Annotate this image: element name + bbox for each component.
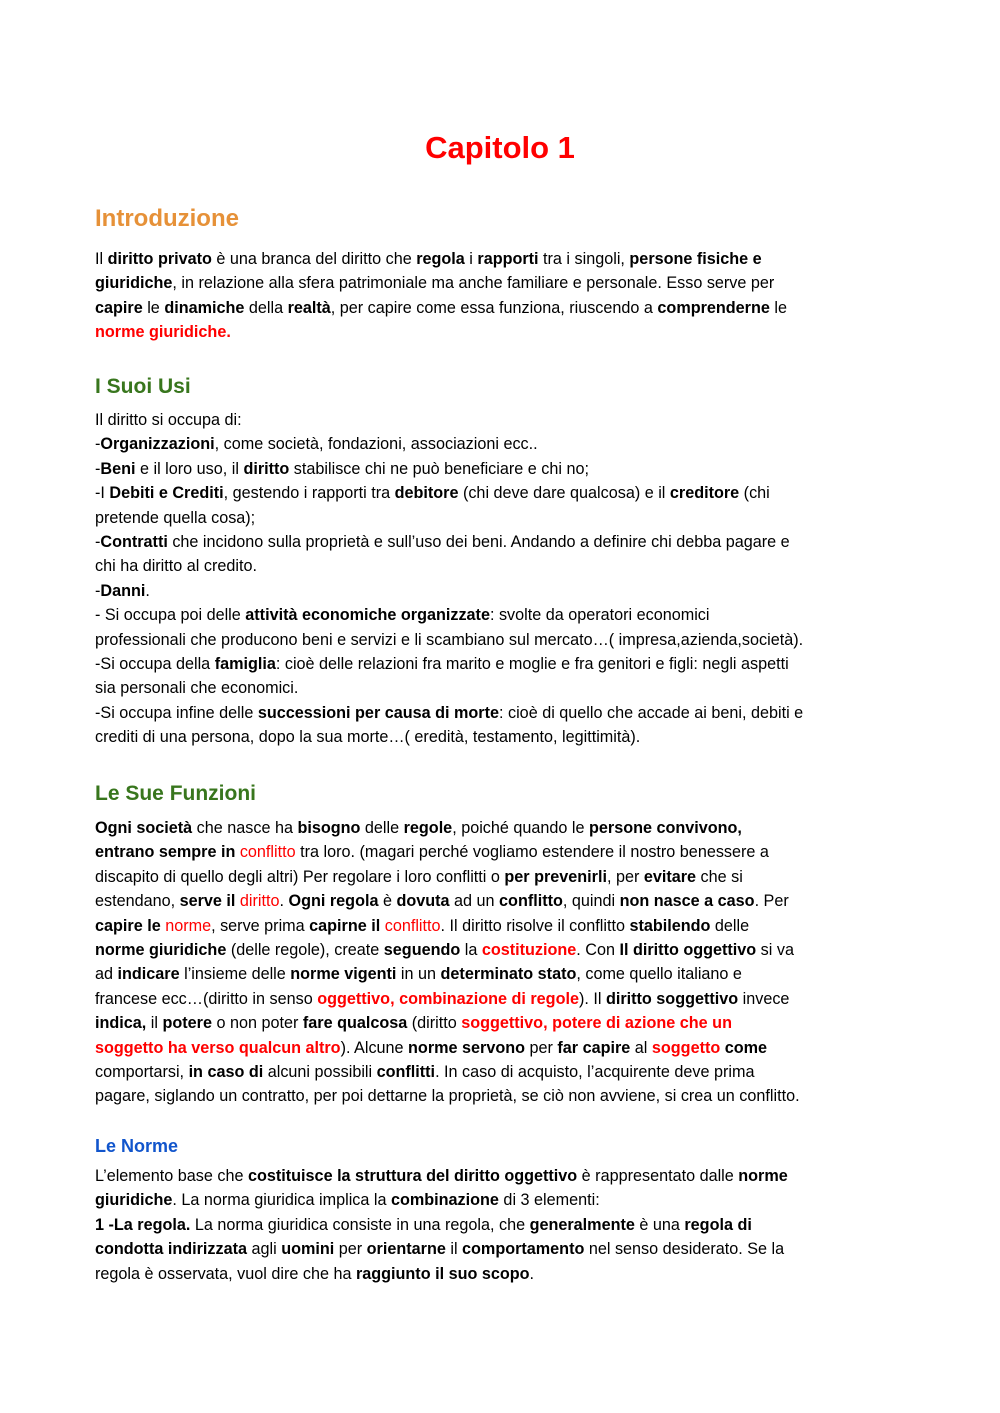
text-run: si va <box>756 941 794 960</box>
text-run: conflitto <box>384 916 441 935</box>
bold-text: Debiti e Crediti <box>109 484 224 503</box>
text-line <box>95 962 910 986</box>
text-line <box>95 408 910 432</box>
bold-text: indica, <box>95 1014 151 1033</box>
text-run: - Si occupa poi delle <box>95 606 246 625</box>
bold-text: rapporti <box>477 250 539 268</box>
text-line <box>95 1237 910 1261</box>
text-line <box>95 271 910 295</box>
text-run: , in relazione alla sfera patrimoniale ma anche familiare e personale. Esso serve per <box>172 274 775 293</box>
text-line <box>95 725 910 749</box>
bold-text: indicare <box>117 965 180 984</box>
bold-text: come <box>724 1038 768 1057</box>
bold-text: per prevenirli <box>504 867 607 886</box>
bold-text: famiglia <box>214 655 276 674</box>
bold-text: determinato stato <box>440 965 577 984</box>
text-run: : svolte da operatori economici <box>489 606 710 625</box>
text-run: professionali che producono beni e servizi e li scambiano sul mercato…( impresa,azienda,società). <box>95 630 804 649</box>
text-line <box>95 1262 910 1286</box>
bold-text: realtà <box>287 298 331 317</box>
bold-text: dovuta <box>396 892 450 911</box>
text-line <box>95 481 910 505</box>
text-run: . In caso di acquisto, l’acquirente deve prima <box>435 1063 755 1082</box>
text-run: le <box>769 298 787 317</box>
text-run: le <box>142 298 165 317</box>
text-run: - <box>95 435 101 454</box>
text-run: - <box>95 533 101 552</box>
text-run: ad un <box>449 892 500 911</box>
text-run: per <box>334 1240 367 1259</box>
bold-text: 1 -La regola. <box>95 1215 191 1234</box>
text-line <box>95 247 910 271</box>
text-run: , quindi <box>562 892 620 911</box>
text-run: chi ha diritto al credito. <box>95 557 257 576</box>
text-run: (delle regole), create <box>226 941 384 960</box>
text-run: stabilisce chi ne può beneficiare e chi no; <box>289 459 589 478</box>
text-line <box>95 579 910 603</box>
text-run: francese ecc…(diritto in senso <box>95 989 318 1008</box>
bold-text: diritto <box>243 459 290 478</box>
bold-text: diritto privato <box>107 250 212 268</box>
text-run: la <box>460 941 482 960</box>
text-line <box>95 914 910 938</box>
text-line <box>95 320 910 344</box>
bold-text: oggettivo, combinazione di regole <box>317 989 579 1008</box>
text-run: il <box>445 1240 463 1259</box>
bold-text: debitore <box>394 484 459 503</box>
bold-text: regole <box>403 819 453 837</box>
bold-text: raggiunto il suo scopo <box>355 1264 530 1283</box>
text-run: delle <box>710 916 750 935</box>
text-run: è una branca del diritto che <box>211 250 417 268</box>
text-line <box>95 840 910 864</box>
text-line <box>95 987 910 1011</box>
text-run: Il <box>95 250 108 268</box>
text-line <box>95 1213 910 1237</box>
bold-text: Beni <box>100 459 136 478</box>
text-run: , per <box>606 867 644 886</box>
bold-text: soggetto ha verso qualcun altro <box>95 1038 341 1057</box>
bold-text: capirne il <box>309 916 385 935</box>
text-run: in un <box>396 965 441 984</box>
text-run: -Si occupa infine delle <box>95 703 258 722</box>
bold-text: orientarne <box>366 1240 446 1259</box>
text-run: è <box>378 892 397 911</box>
bold-text: potere <box>162 1014 212 1033</box>
text-run: tra i singoli, <box>538 250 630 268</box>
text-line <box>95 1011 910 1035</box>
text-run: i <box>464 250 478 268</box>
text-line <box>95 554 910 578</box>
bold-text: regola di <box>684 1215 752 1234</box>
text-run: diritto <box>239 892 280 911</box>
bold-text: giuridiche <box>95 1191 173 1210</box>
text-run: L’elemento base che <box>95 1167 248 1185</box>
text-line <box>95 506 910 530</box>
text-line <box>95 865 910 889</box>
bold-text: successioni per causa di morte <box>257 703 499 722</box>
bold-text: non nasce a caso <box>619 892 755 911</box>
text-run: l’insieme delle <box>179 965 291 984</box>
bold-text: norme <box>738 1167 788 1185</box>
bold-text: capire le <box>95 916 166 935</box>
text-run: . Per <box>754 892 789 911</box>
bold-text: Organizzazioni <box>100 435 215 454</box>
text-run: è rappresentato dalle <box>577 1167 739 1185</box>
norme-paragraph <box>95 1164 910 1286</box>
text-run: , gestendo i rapporti tra <box>223 484 395 503</box>
text-line <box>95 652 910 676</box>
bold-text: comportamento <box>462 1240 585 1259</box>
bold-text: comprenderne <box>657 298 770 317</box>
text-run: -Si occupa della <box>95 655 215 674</box>
text-line <box>95 628 910 652</box>
text-run: pagare, siglando un contratto, per poi dettarne la proprietà, se ciò non avviene, si crea un conflitto. <box>95 1087 800 1106</box>
bold-text: regola <box>416 250 465 268</box>
bold-text: Ogni società <box>95 819 193 837</box>
text-run: della <box>244 298 288 317</box>
bold-text: far capire <box>557 1038 631 1057</box>
bold-text: in caso di <box>188 1063 264 1082</box>
text-line <box>95 889 910 913</box>
bold-text: bisogno <box>297 819 361 837</box>
bold-text: uomini <box>281 1240 335 1259</box>
text-run: che nasce ha <box>192 819 298 837</box>
bold-text: capire <box>95 298 143 317</box>
bold-text: norme vigenti <box>290 965 397 984</box>
section-heading-norme: Le Norme <box>95 1136 179 1156</box>
bold-text: seguendo <box>383 941 461 960</box>
bold-text: generalmente <box>529 1215 635 1234</box>
text-run: invece <box>738 989 790 1008</box>
bold-text: conflitto <box>499 892 563 911</box>
text-run: alcuni possibili <box>263 1063 377 1082</box>
bold-text: costituzione <box>481 941 577 960</box>
text-run: . Con <box>576 941 620 960</box>
intro-paragraph <box>95 247 910 345</box>
text-line <box>95 530 910 554</box>
bold-text: persone fisiche e <box>629 250 762 268</box>
bold-text: conflitti <box>376 1063 436 1082</box>
section-heading-usi: I Suoi Usi <box>95 375 191 398</box>
text-run: . <box>529 1264 535 1283</box>
text-line <box>95 603 910 627</box>
bold-text: condotta indirizzata <box>95 1240 247 1259</box>
text-line <box>95 1036 910 1060</box>
text-run: norme <box>165 916 212 935</box>
text-run: al <box>630 1038 652 1057</box>
text-run: pretende quella cosa); <box>95 508 256 527</box>
funzioni-paragraph <box>95 816 910 1109</box>
text-run: , come società, fondazioni, associazioni ecc.. <box>214 435 538 454</box>
section-heading-funzioni: Le Sue Funzioni <box>95 782 256 805</box>
text-run: per <box>525 1038 558 1057</box>
text-run: (chi deve dare qualcosa) e il <box>458 484 670 503</box>
text-run: che si <box>696 867 743 886</box>
bold-text: dinamiche <box>164 298 245 317</box>
bold-text: creditore <box>669 484 740 503</box>
text-run: discapito di quello degli altri) Per regolare i loro conflitti o <box>95 867 505 886</box>
text-line <box>95 938 910 962</box>
text-run: , come quello italiano e <box>576 965 742 984</box>
text-run: il <box>150 1014 163 1033</box>
text-run: : cioè di quello che accade ai beni, debiti e <box>499 703 804 722</box>
text-run: che incidono sulla proprietà e sull’uso dei beni. Andando a definire chi debba pagare e <box>167 533 790 552</box>
text-run: tra loro. (magari perché vogliamo estendere il nostro benessere a <box>295 843 769 862</box>
text-run: (chi <box>739 484 770 503</box>
text-run: , per capire come essa funziona, riuscendo a <box>330 298 658 317</box>
bold-text: serve il <box>179 892 240 911</box>
text-run: e il loro uso, il <box>135 459 244 478</box>
text-run: nel senso desiderato. Se la <box>584 1240 785 1259</box>
text-run: estendano, <box>95 892 180 911</box>
text-run: -I <box>95 484 110 503</box>
bold-text: costituisce la struttura del diritto oggettivo <box>248 1167 578 1185</box>
bold-text: persone convivono, <box>589 819 742 837</box>
text-line <box>95 296 910 320</box>
text-run: . <box>279 892 289 911</box>
bold-text: norme giuridiche. <box>95 323 231 342</box>
text-run: è una <box>634 1215 685 1234</box>
bold-text: entrano sempre in <box>95 843 240 862</box>
text-run: : cioè delle relazioni fra marito e moglie e fra genitori e figli: negli aspetti <box>275 655 789 674</box>
bold-text: evitare <box>643 867 697 886</box>
text-line <box>95 701 910 725</box>
text-run: agli <box>247 1240 282 1259</box>
text-line <box>95 1164 910 1188</box>
bold-text: norme giuridiche <box>95 941 227 960</box>
text-line <box>95 676 910 700</box>
bold-text: fare qualcosa <box>302 1014 408 1033</box>
text-run: - <box>95 459 101 478</box>
text-line <box>95 457 910 481</box>
text-run: Il diritto si occupa di: <box>95 411 242 429</box>
bold-text: giuridiche <box>95 274 173 293</box>
text-run: crediti di una persona, dopo la sua morte…( eredità, testamento, legittimità). <box>95 728 641 747</box>
text-run: ). Alcune <box>340 1038 409 1057</box>
text-line <box>95 1188 910 1212</box>
section-heading-introduzione: Introduzione <box>95 205 239 232</box>
text-run: ad <box>95 965 118 984</box>
text-run: . La norma giuridica implica la <box>172 1191 391 1210</box>
bold-text: norme servono <box>408 1038 525 1057</box>
text-line <box>95 816 910 840</box>
text-line <box>95 1060 910 1084</box>
text-run: conflitto <box>239 843 296 862</box>
usi-paragraph <box>95 408 910 750</box>
text-run: regola è osservata, vuol dire che ha <box>95 1264 356 1283</box>
bold-text: Contratti <box>100 533 168 552</box>
text-run: di 3 elementi: <box>498 1191 600 1210</box>
chapter-title: Capitolo 1 <box>425 130 575 165</box>
bold-text: Danni <box>100 581 146 600</box>
bold-text: attività economiche organizzate <box>245 606 490 625</box>
text-run: La norma giuridica consiste in una regola, che <box>190 1215 530 1234</box>
bold-text: diritto soggettivo <box>605 989 739 1008</box>
bold-text: Il diritto oggettivo <box>619 941 757 960</box>
bold-text: soggettivo, potere di azione che un <box>461 1014 732 1033</box>
text-line <box>95 1084 910 1108</box>
text-run: ). Il <box>578 989 606 1008</box>
text-run: . Il diritto risolve il conflitto <box>440 916 630 935</box>
text-run: , poiché quando le <box>452 819 590 837</box>
text-run: (diritto <box>407 1014 462 1033</box>
text-run: - <box>95 581 101 600</box>
text-run: . <box>145 581 150 600</box>
text-run: sia personali che economici. <box>95 679 299 698</box>
text-run: o non poter <box>211 1014 303 1033</box>
text-line <box>95 432 910 456</box>
bold-text: Ogni regola <box>288 892 379 911</box>
text-run: delle <box>360 819 404 837</box>
text-run: , serve prima <box>211 916 310 935</box>
bold-text: soggetto <box>651 1038 721 1057</box>
bold-text: combinazione <box>391 1191 499 1210</box>
text-run: comportarsi, <box>95 1063 189 1082</box>
bold-text: stabilendo <box>629 916 711 935</box>
